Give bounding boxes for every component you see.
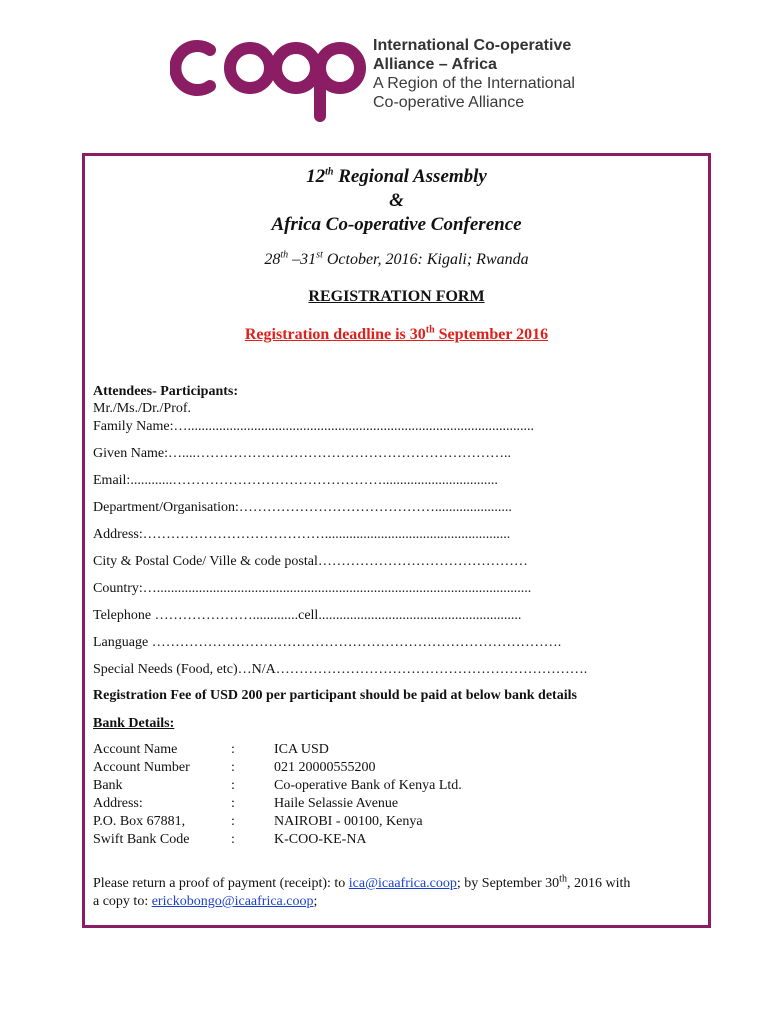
- special-needs-field[interactable]: Special Needs (Food, etc)…N/A………………………………………………………….: [93, 662, 588, 677]
- attendees-heading: Attendees- Participants:: [93, 384, 239, 399]
- event-title: 12th Regional Assembly: [306, 166, 487, 187]
- language-field[interactable]: Language …………………………………………………………………………….: [93, 635, 562, 650]
- registration-deadline: Registration deadline is 30th September 2016: [244, 324, 549, 343]
- event-ampersand: &: [389, 190, 404, 211]
- return-instructions: Please return a proof of payment (receipt): to ica@icaafrica.coop; by September 30th, 2016 with: [93, 873, 631, 891]
- coop-logo: [170, 30, 370, 126]
- org-line-1: International Co-operative: [373, 37, 572, 54]
- org-line-2: Alliance – Africa: [373, 56, 497, 73]
- family-name-field[interactable]: Family Name:…...................................................................................................: [93, 419, 534, 434]
- erick-email-link[interactable]: erickobongo@icaafrica.coop: [151, 894, 314, 909]
- org-name-block: [373, 36, 575, 112]
- event-subtitle: Africa Co-operative Conference: [271, 214, 522, 235]
- form-title: REGISTRATION FORM: [308, 288, 485, 305]
- given-name-field[interactable]: Given Name:…....…………………………………………………………..: [93, 446, 512, 461]
- org-line-4: Co-operative Alliance: [373, 94, 525, 111]
- city-postal-field[interactable]: City & Postal Code/ Ville & code postal………………………………………: [93, 554, 528, 569]
- telephone-field[interactable]: Telephone ………………….............cell..........................................................: [93, 608, 522, 623]
- address-field[interactable]: Address:………………………………….....................................................: [93, 527, 511, 542]
- fee-note: Registration Fee of USD 200 per participant should be paid at below bank details: [93, 688, 577, 703]
- email-field[interactable]: Email:............……………………………………….................................: [93, 473, 498, 488]
- registration-form-frame: 12th Regional Assembly & Africa Co-operative Conference 28th –31st October, 2016: Kigali; Rwanda REGISTRATION FORM Registration deadline is 30th September 2016 Attendees- Participants: Mr./Ms./Dr./Prof. Family Name:…................................................................................................... Given Name:…....………………………………………………………….. Email:............………………………………………................................. Department/Organisation:……………………………………...................... Address:…………………………………..................................................... City & Postal Code/ Ville & code postal……………………………………… Country:…........................................................................................................... Telephone ………………….............cell.......................................................... Language ……………………………………………………………………………. Special Needs (Food, etc)…N/A…………………………………………………………. Registration Fee of USD 200 per participant should be paid at below bank details Bank Details: Account Name : ICA USD Account Number : 021 20000555200 Bank : Co-operative Bank of Kenya Ltd. Address: : Haile Selassie Avenue P.O. Box 67881, : NAIROBI - 00100, Kenya Swift Bank Code : K-COO-KE-NA Please return a proof of payment (receipt): to ica@icaafrica.coop; by September 30th, 2016 with a copy to: erickobongo@icaafrica.coop;: [82, 153, 711, 928]
- header: [170, 30, 610, 126]
- org-line-3: A Region of the International: [373, 75, 575, 92]
- event-dates: 28th –31st October, 2016: Kigali; Rwanda: [264, 249, 529, 268]
- department-field[interactable]: Department/Organisation:……………………………………......................: [93, 500, 512, 515]
- country-field[interactable]: Country:…...........................................................................................................: [93, 581, 532, 596]
- copy-instructions: a copy to: erickobongo@icaafrica.coop;: [93, 894, 318, 909]
- bank-details-heading: Bank Details:: [93, 716, 175, 731]
- salutation: Mr./Ms./Dr./Prof.: [93, 401, 192, 416]
- ica-email-link[interactable]: ica@icaafrica.coop: [348, 876, 457, 891]
